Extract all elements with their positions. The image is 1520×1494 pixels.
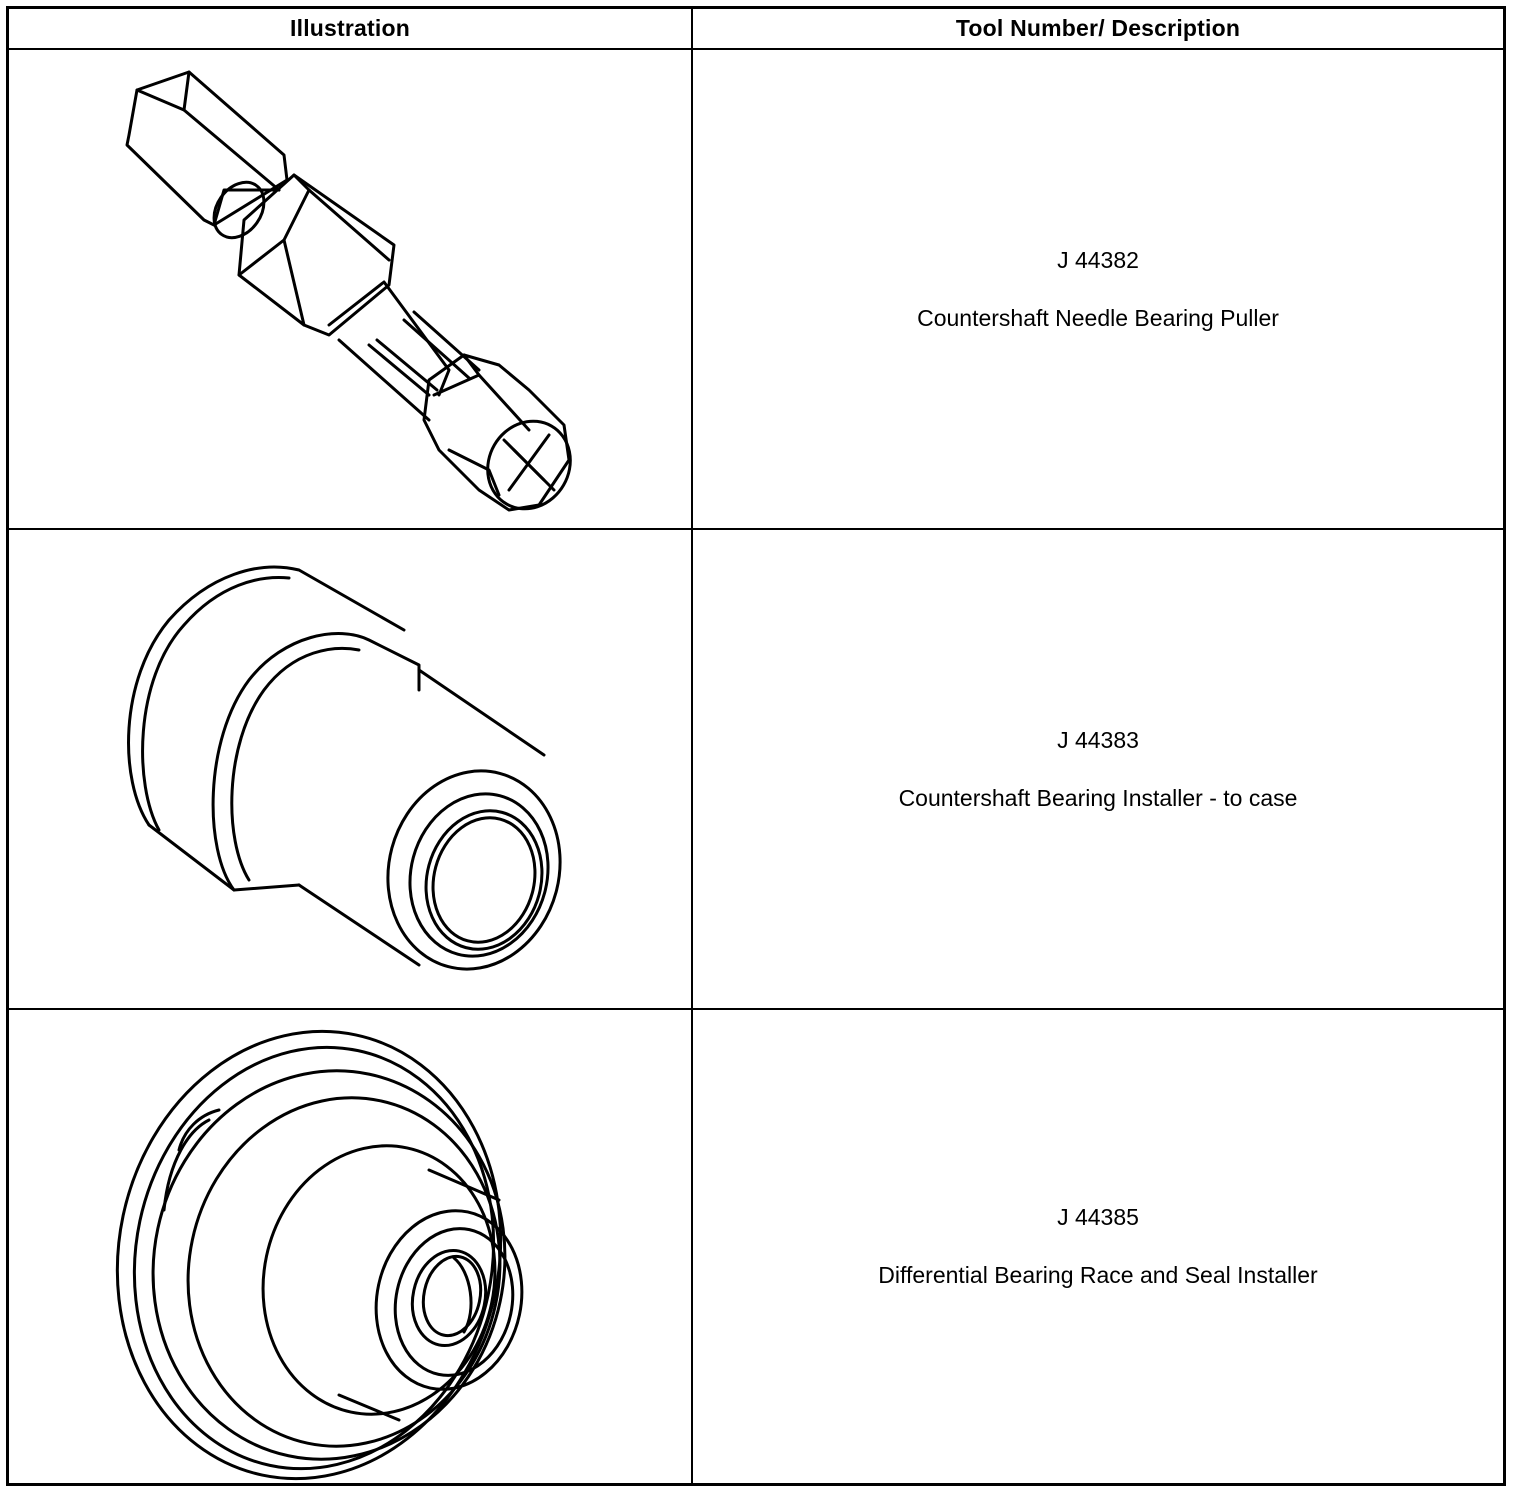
header-illustration: Illustration [290,15,410,41]
header-tool-description: Tool Number/ Description [955,15,1241,41]
tool-number: J 44382 [1057,246,1139,273]
table-header [9,9,1503,50]
tool-description-cell [693,1010,1503,1483]
table-row [9,50,1503,530]
tool-description: Countershaft Bearing Installer - to case [898,784,1298,811]
race-seal-installer-icon [9,1010,691,1483]
illustration-cell [9,1010,691,1483]
bearing-puller-icon [9,50,691,530]
tool-description: Differential Bearing Race and Seal Installer [878,1262,1318,1288]
bearing-installer-icon [9,530,691,1010]
table-row [9,530,1503,1010]
tool-table [6,6,1506,1486]
tool-description: Countershaft Needle Bearing Puller [917,304,1279,331]
table-row [9,1010,1503,1483]
tool-description-cell [693,50,1503,528]
tool-number: J 44385 [1057,1204,1139,1230]
illustration-cell [9,50,691,528]
illustration-cell [9,530,691,1008]
tool-number: J 44383 [1057,726,1139,753]
tool-description-cell [693,530,1503,1008]
